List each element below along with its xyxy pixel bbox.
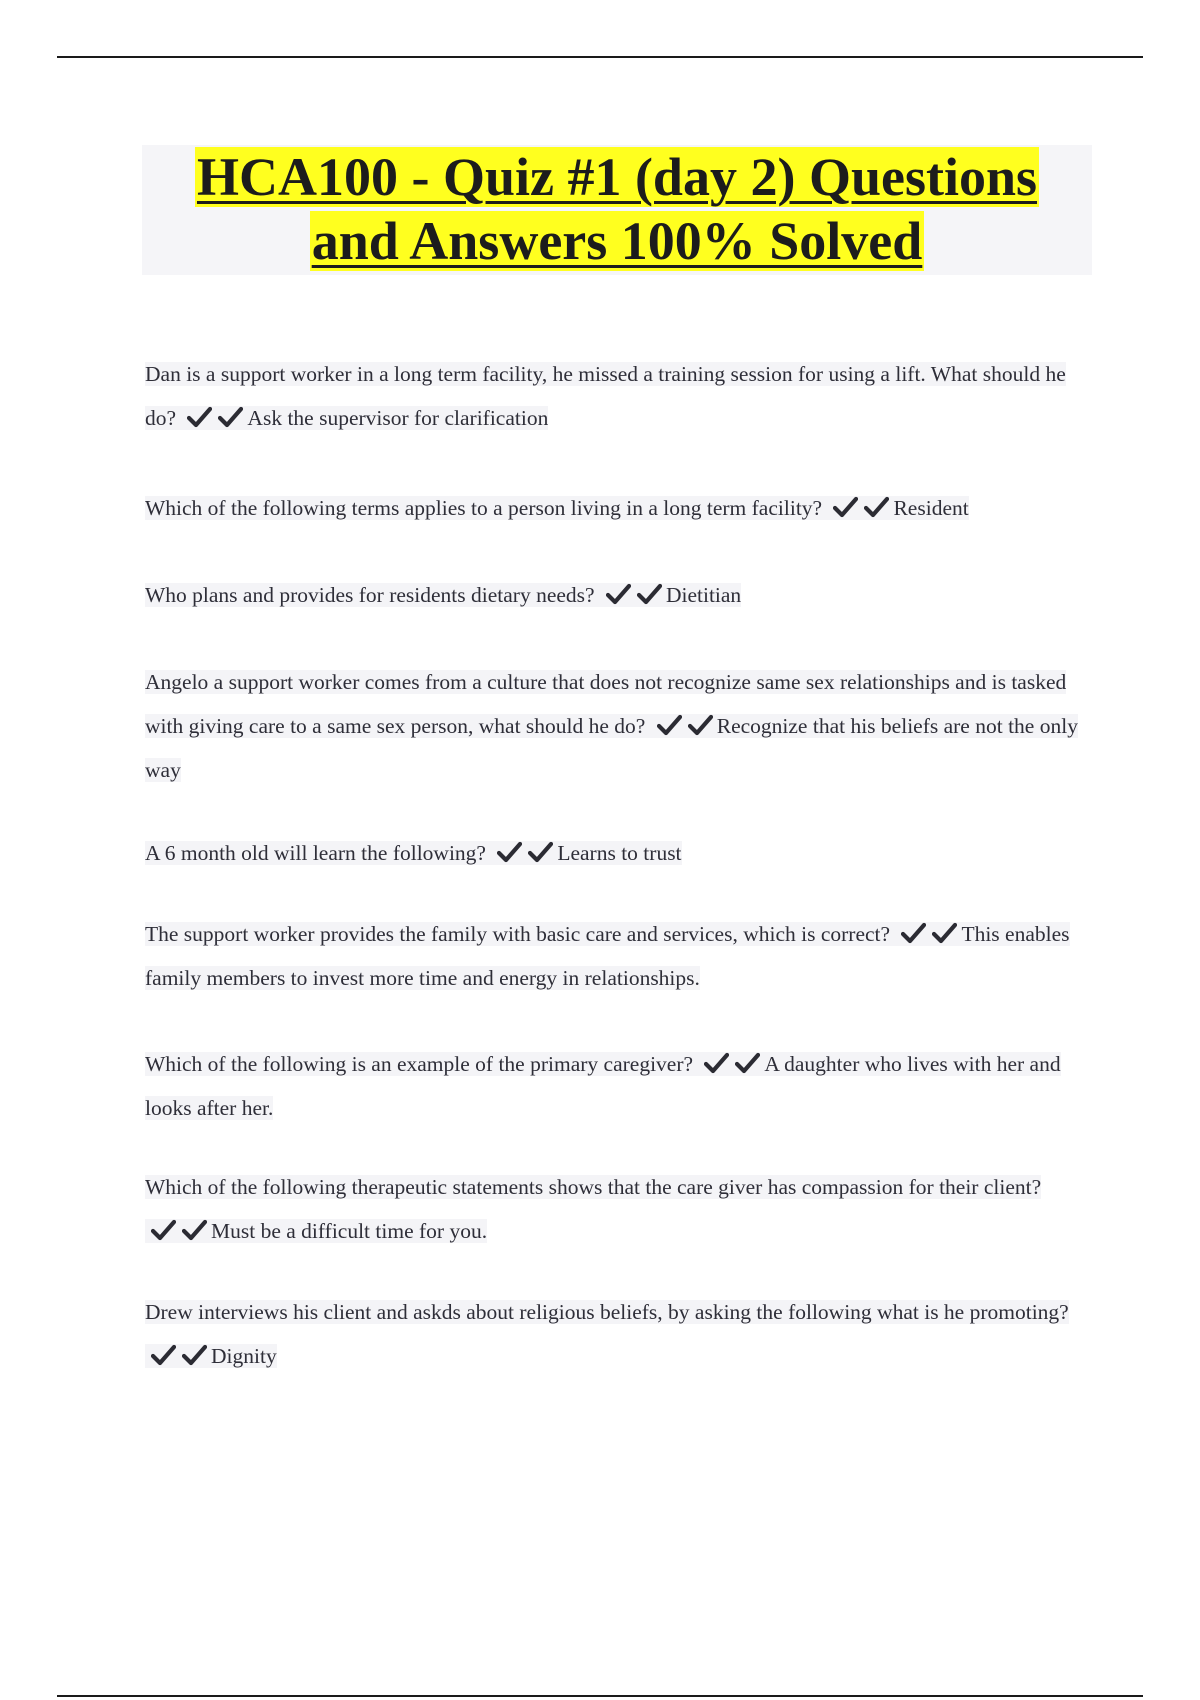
qa-text — [145, 1300, 1069, 1368]
question-text: Which of the following terms applies to a person living in a long term facility? — [145, 496, 823, 520]
checkmark-icon — [187, 399, 212, 421]
qa-item — [145, 1290, 1095, 1378]
answer-text: Recognize that his beliefs are not the only way — [145, 714, 1078, 782]
title-block — [142, 145, 1092, 275]
answer-marker — [833, 489, 889, 511]
answer-text: Ask the supervisor for clarification — [247, 406, 549, 430]
qa-item — [145, 1165, 1095, 1253]
answer-marker — [657, 707, 713, 729]
answer-text: Must be a difficult time for you. — [211, 1219, 488, 1243]
qa-text — [145, 1175, 1041, 1243]
question-text: Which of the following therapeutic statements shows that the care giver has compassion for their client? — [145, 1175, 1042, 1199]
answer-marker — [901, 915, 957, 937]
checkmark-icon — [833, 489, 858, 511]
checkmark-icon — [901, 915, 926, 937]
answer-marker — [187, 399, 243, 421]
qa-text — [145, 583, 741, 607]
checkmark-icon — [606, 576, 631, 598]
checkmark-icon — [688, 707, 713, 729]
answer-text: Resident — [893, 496, 969, 520]
answer-marker — [151, 1337, 207, 1359]
answer-text: Learns to trust — [557, 841, 682, 865]
question-text: Angelo a support worker comes from a culture that does not recognize same sex relationships and is tasked with giving care to a same sex person, what should he do? — [145, 670, 1067, 738]
checkmark-icon — [218, 399, 243, 421]
question-text: Dan is a support worker in a long term facility, he missed a training session for using a lift. What should he do? — [145, 362, 1066, 430]
question-text: A 6 month old will learn the following? — [145, 841, 486, 865]
qa-text — [145, 670, 1078, 782]
qa-text — [145, 1052, 1061, 1120]
checkmark-icon — [864, 489, 889, 511]
qa-item — [145, 486, 1095, 530]
answer-marker — [704, 1045, 760, 1067]
answer-marker — [606, 576, 662, 598]
checkmark-icon — [932, 915, 957, 937]
checkmark-icon — [528, 834, 553, 856]
checkmark-icon — [182, 1212, 207, 1234]
answer-text: Dietitian — [665, 583, 742, 607]
checkmark-icon — [151, 1337, 176, 1359]
bottom-rule — [57, 1695, 1143, 1697]
checkmark-icon — [657, 707, 682, 729]
checkmark-icon — [497, 834, 522, 856]
qa-text — [145, 922, 1070, 990]
question-text: Who plans and provides for residents dietary needs? — [145, 583, 595, 607]
answer-text: A daughter who lives with her and looks after her. — [145, 1052, 1061, 1120]
answer-marker — [497, 834, 553, 856]
qa-text — [145, 496, 969, 520]
top-rule — [57, 56, 1143, 58]
qa-text — [145, 841, 682, 865]
qa-item — [145, 831, 1095, 875]
answer-marker — [151, 1212, 207, 1234]
question-text: The support worker provides the family with basic care and services, which is correct? — [145, 922, 891, 946]
checkmark-icon — [151, 1212, 176, 1234]
qa-item — [145, 912, 1095, 1000]
checkmark-icon — [735, 1045, 760, 1067]
qa-text — [145, 362, 1066, 430]
question-text: Drew interviews his client and askds about religious beliefs, by asking the following what is he promoting? — [145, 1300, 1069, 1324]
qa-item — [145, 1042, 1095, 1130]
checkmark-icon — [704, 1045, 729, 1067]
qa-item — [145, 660, 1095, 792]
qa-item — [145, 352, 1095, 440]
qa-item — [145, 573, 1095, 617]
checkmark-icon — [637, 576, 662, 598]
answer-text: Dignity — [211, 1344, 277, 1368]
checkmark-icon — [182, 1337, 207, 1359]
answer-text: This enables family members to invest more time and energy in relationships. — [145, 922, 1070, 990]
qa-list — [145, 352, 1095, 1378]
page-title-line-1: HCA100 - Quiz #1 (day 2) Questions — [196, 147, 1038, 207]
page-title-line-2: and Answers 100% Solved — [311, 211, 923, 271]
question-text: Which of the following is an example of the primary caregiver? — [145, 1052, 694, 1076]
